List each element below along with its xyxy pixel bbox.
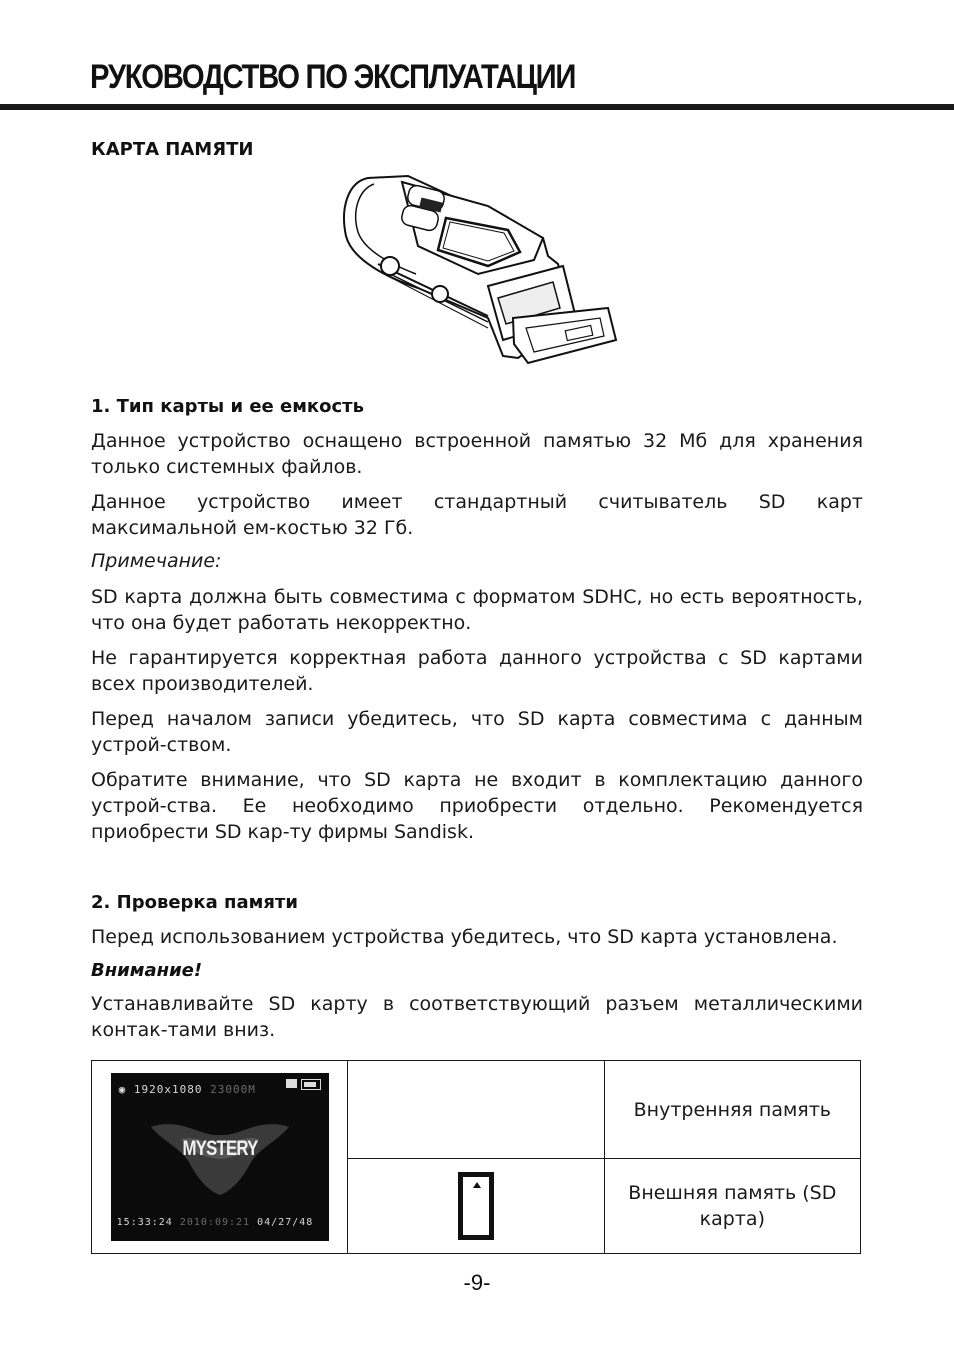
camera-with-open-sd-slot-illustration — [338, 168, 618, 378]
section2-paragraph-2: Устанавливайте SD карту в соответствующий разъем металлическими контак-тами вниз. — [91, 993, 863, 1041]
record-mode-icon: ◉ — [118, 1083, 127, 1096]
sd-card-icon — [458, 1172, 494, 1240]
status-icons — [286, 1079, 321, 1090]
section1-heading: 1. Тип карты и ее емкость — [91, 396, 364, 417]
section1-paragraph-3: SD карта должна быть совместима с форматом SDHC, но есть вероятность, что она будет работать некорректно. — [91, 586, 863, 634]
title-divider — [0, 104, 954, 110]
memory-card-heading: КАРТА ПАМЯТИ — [91, 139, 254, 160]
page-title: РУКОВОДСТВО ПО ЭКСПЛУАТАЦИИ — [90, 58, 576, 96]
counter-readout: 04/27/48 — [257, 1217, 314, 1228]
section2-heading: 2. Проверка памяти — [91, 892, 298, 913]
note-label: Примечание: — [91, 550, 222, 572]
section1-paragraph-5: Перед началом записи убедитесь, что SD карта совместима с данным устрой-ством. — [91, 708, 863, 756]
page-number: -9- — [463, 1270, 491, 1295]
sd-status-icon — [286, 1079, 297, 1088]
battery-icon — [301, 1079, 321, 1090]
resolution-readout: 1920x1080 — [133, 1083, 203, 1096]
memory-status-table — [91, 1060, 861, 1254]
camera-screen-cell — [92, 1061, 348, 1254]
internal-memory-label: Внутренняя память — [604, 1061, 860, 1159]
external-memory-label: Внешняя память (SD карта) — [604, 1159, 860, 1254]
warning-label: Внимание! — [91, 960, 203, 981]
section1-paragraph-4: Не гарантируется корректная работа данного устройства с SD картами всех производителей. — [91, 647, 863, 695]
section1-paragraph-1: Данное устройство оснащено встроенной памятью 32 Мб для хранения только системных файлов. — [91, 430, 863, 478]
section1-paragraph-2: Данное устройство имеет стандартный считыватель SD карт максимальной ем-костью 32 Гб. — [91, 491, 863, 539]
camera-screen-preview — [111, 1073, 329, 1241]
section2-paragraph-1: Перед использованием устройства убедитесь, что SD карта установлена. — [91, 926, 838, 948]
internal-memory-icon-cell — [348, 1061, 604, 1159]
remaining-space-readout: 23000M — [210, 1083, 256, 1096]
date-readout: 2010:09:21 — [179, 1217, 251, 1228]
brand-logo-text: MYSTERY — [182, 1137, 258, 1160]
time-readout: 15:33:24 — [116, 1217, 173, 1228]
external-memory-icon-cell — [348, 1159, 604, 1254]
section1-paragraph-6: Обратите внимание, что SD карта не входит в комплектацию данного устрой-ства. Ее необходимо приобрести отдельно. Рекомендуется приобрести SD кар-ту фирмы Sandisk. — [91, 769, 863, 843]
